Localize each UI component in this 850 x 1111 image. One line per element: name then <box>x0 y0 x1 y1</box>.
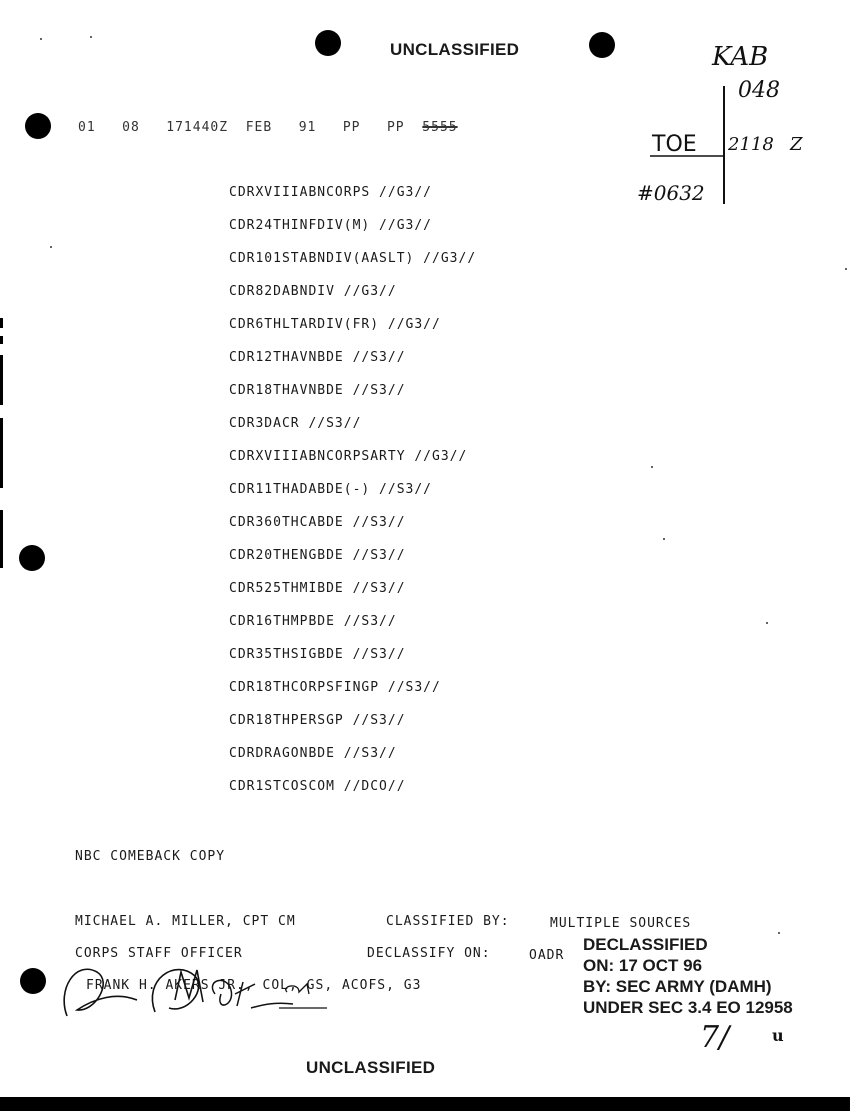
stamp-line-1: DECLASSIFIED <box>583 935 708 954</box>
declassify-on-label: DECLASSIFY ON: <box>367 946 491 961</box>
punch-hole-left-upper <box>25 113 51 139</box>
stamp-line-2: ON: 17 OCT 96 <box>583 956 703 975</box>
addressee-item: CDR3DACR //S3// <box>229 416 362 431</box>
addressee-item: CDR16THMPBDE //S3// <box>229 614 397 629</box>
message-precedence-1: PP <box>342 120 361 135</box>
message-header-line <box>78 120 458 135</box>
handwritten-ref-number: #0632 <box>637 181 705 205</box>
scan-speck <box>651 466 653 468</box>
classified-by-label: CLASSIFIED BY: <box>386 914 510 929</box>
scan-edge-mark <box>0 336 3 344</box>
addressee-item: CDR525THMIBDE //S3// <box>229 581 406 596</box>
message-struck-text: 5555 <box>422 120 458 135</box>
handwritten-corner-mark-2: u <box>772 1026 784 1045</box>
punch-hole-left-lower <box>20 968 46 994</box>
comeback-copy-line: NBC COMEBACK COPY <box>75 849 226 864</box>
addressee-item: CDR35THSIGBDE //S3// <box>229 647 406 662</box>
punch-hole-left-middle <box>19 545 45 571</box>
officer-name: MICHAEL A. MILLER, CPT CM <box>75 914 296 929</box>
scan-speck <box>663 538 665 540</box>
scan-edge-mark <box>0 355 3 405</box>
addressee-item: CDR101STABNDIV(AASLT) //G3// <box>229 251 477 266</box>
scan-speck <box>766 622 768 624</box>
officer-title: CORPS STAFF OFFICER <box>75 946 243 961</box>
addressee-item: CDR360THCABDE //S3// <box>229 515 406 530</box>
handwritten-toe-suffix: Z <box>790 134 803 155</box>
addressee-item: CDRXVIIIABNCORPS //G3// <box>229 185 433 200</box>
addressee-item: CDR18THAVNBDE //S3// <box>229 383 406 398</box>
handwritten-number: 048 <box>738 78 780 103</box>
handwritten-corner-mark: 7/ <box>700 1020 730 1055</box>
message-month: FEB <box>245 120 273 135</box>
addressee-item: CDR11THADABDE(-) //S3// <box>229 482 433 497</box>
addressee-item: CDR12THAVNBDE //S3// <box>229 350 406 365</box>
scan-speck <box>50 246 52 248</box>
addressee-item: CDR24THINFDIV(M) //G3// <box>229 218 433 233</box>
addressee-item: CDRDRAGONBDE //S3// <box>229 746 397 761</box>
scan-speck <box>40 38 42 40</box>
addressee-item: CDR82DABNDIV //G3// <box>229 284 397 299</box>
message-year: 91 <box>298 120 317 135</box>
classification-top: UNCLASSIFIED <box>390 40 520 59</box>
punch-hole-top-right <box>589 32 615 58</box>
handwritten-toe-label: TOE <box>652 132 697 157</box>
addressee-item: CDR20THENGBDE //S3// <box>229 548 406 563</box>
classification-bottom: UNCLASSIFIED <box>306 1058 436 1077</box>
addressee-item: CDRXVIIIABNCORPSARTY //G3// <box>229 449 468 464</box>
addressee-item: CDR18THCORPSFINGP //S3// <box>229 680 441 695</box>
classified-by-value: MULTIPLE SOURCES <box>550 916 692 931</box>
approver-line: FRANK H. AKERS JR., COL, GS, ACOFS, G3 <box>86 978 422 993</box>
addressee-item: CDR1STCOSCOM //DCO// <box>229 779 406 794</box>
handwritten-toe-time: 2118 <box>728 134 774 155</box>
scan-speck <box>90 36 92 38</box>
handwritten-signature <box>55 950 345 1030</box>
scan-edge-mark <box>0 418 3 488</box>
addressee-item: CDR6THLTARDIV(FR) //G3// <box>229 317 441 332</box>
message-num: 08 <box>122 120 140 135</box>
scan-edge-mark <box>0 510 3 568</box>
addressee-item: CDR18THPERSGP //S3// <box>229 713 406 728</box>
message-dtg: 171440Z <box>166 120 229 135</box>
addressee-list <box>229 185 476 812</box>
stamp-line-4: UNDER SEC 3.4 EO 12958 <box>583 998 793 1017</box>
stamp-line-3: BY: SEC ARMY (DAMH) <box>583 977 772 996</box>
scan-speck <box>845 268 847 270</box>
handwritten-initials: KAB <box>712 42 769 72</box>
scan-edge-mark <box>0 318 3 328</box>
declassify-on-value: OADR <box>529 948 565 963</box>
message-precedence-2: PP <box>386 120 405 135</box>
punch-hole-top-left <box>315 30 341 56</box>
message-seq: 01 <box>78 120 96 135</box>
scan-bottom-border <box>0 1097 850 1111</box>
declassification-stamp <box>583 934 793 1018</box>
